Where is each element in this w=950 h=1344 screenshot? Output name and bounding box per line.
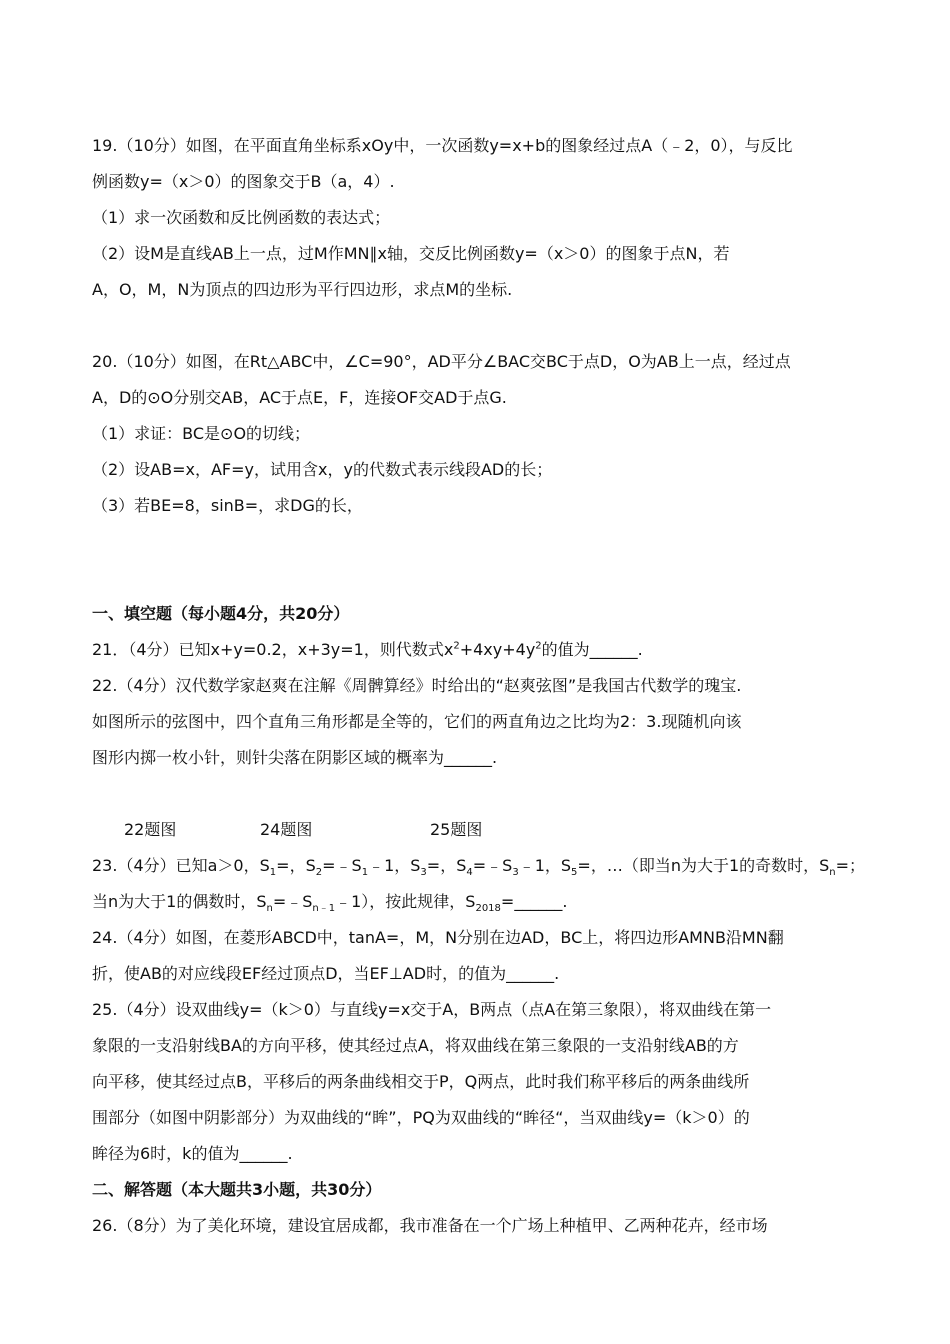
q23-text: ﹣1），按此规律，S — [335, 892, 476, 911]
q22-line-1: 22.（4分）汉代数学家赵爽在注解《周髀算经》时给出的“赵爽弦图”是我国古代数学的瑰宝. — [92, 676, 742, 695]
q23-subscript: 3 — [420, 867, 427, 879]
question-23 — [92, 848, 872, 920]
q20-line-3: （1）求证：BC是⊙O的切线； — [92, 424, 311, 443]
q24-line-1: 24.（4分）如图，在菱形ABCD中，tanA=，M，N分别在边AD，BC上，将四边形AMNB沿MN翻 — [92, 928, 784, 947]
q25-line-1: 25.（4分）设双曲线y=（k＞0）与直线y=x交于A，B两点（点A在第三象限），将双曲线在第一 — [92, 1000, 772, 1019]
q21-superscript-2: 2 — [535, 640, 542, 652]
document-page — [92, 128, 872, 1244]
q20-line-5: （3）若BE=8，sinB=，求DG的长， — [92, 496, 363, 515]
q21-text-pre: 21．（4分）已知x+y=0.2，x+3y=1，则代数式x — [92, 640, 454, 659]
q23-text: ﹣1，S — [518, 856, 572, 875]
q23-subscript: n — [829, 867, 836, 879]
section-heading-solutions: 二、解答题（本大题共3小题，共30分） — [92, 1180, 382, 1199]
q23-text: =﹣S — [472, 856, 513, 875]
question-21 — [92, 632, 872, 668]
q23-subscript: 2018 — [475, 903, 501, 915]
spacer — [92, 308, 872, 344]
figure-labels — [92, 812, 872, 848]
question-24 — [92, 920, 872, 992]
q25-line-2: 象限的一支沿射线BA的方向平移，使其经过点A，将双曲线在第三象限的一支沿射线AB的方 — [92, 1036, 739, 1055]
q23-text: =______. — [500, 892, 568, 911]
spacer — [92, 776, 872, 812]
q23-subscript: 3 — [512, 867, 519, 879]
q25-line-5: 眸径为6时，k的值为______. — [92, 1144, 293, 1163]
q22-line-3: 图形内掷一枚小针，则针尖落在阴影区域的概率为______. — [92, 748, 498, 767]
figure-label-25: 25题图 — [430, 820, 483, 839]
q23-text: =﹣S — [272, 892, 313, 911]
q23-subscript: n﹣1 — [312, 903, 336, 915]
q21-text-post: 的值为______. — [541, 640, 643, 659]
q20-line-1: 20.（10分）如图，在Rt△ABC中，∠C=90°，AD平分∠BAC交BC于点D，O为AB上一点，经过点 — [92, 352, 791, 371]
question-26 — [92, 1208, 872, 1244]
figure-label-24: 24题图 — [260, 820, 313, 839]
q23-text: =，S — [276, 856, 316, 875]
q23-text: ﹣1，S — [368, 856, 421, 875]
question-20 — [92, 344, 872, 524]
section-heading-fill-in: 一、填空题（每小题4分，共20分） — [92, 604, 350, 623]
q23-line-1 — [92, 848, 872, 884]
q23-subscript: 5 — [571, 867, 578, 879]
q19-line-4: （2）设M是直线AB上一点，过M作MN∥x轴，交反比例函数y=（x＞0）的图象于点N，若 — [92, 244, 730, 263]
q23-text: 当n为大于1的偶数时，S — [92, 892, 267, 911]
q19-line-3: （1）求一次函数和反比例函数的表达式； — [92, 208, 391, 227]
q23-subscript: 2 — [315, 867, 323, 879]
q22-line-2: 如图所示的弦图中，四个直角三角形都是全等的，它们的两直角边之比均为2：3.现随机向该 — [92, 712, 742, 731]
q24-line-2: 折，使AB的对应线段EF经过顶点D，当EF⊥AD时，的值为______. — [92, 964, 560, 983]
spacer — [92, 524, 872, 596]
q23-subscript: 4 — [466, 867, 473, 879]
q25-line-4: 围部分（如图中阴影部分）为双曲线的“眸”，PQ为双曲线的“眸径“，当双曲线y=（k＞0）的 — [92, 1108, 750, 1127]
q23-text: =，S — [426, 856, 467, 875]
question-19 — [92, 128, 872, 308]
q20-line-2: A，D的⊙O分别交AB，AC于点E，F，连接OF交AD于点G. — [92, 388, 507, 407]
q20-line-4: （2）设AB=x，AF=y，试用含x，y的代数式表示线段AD的长； — [92, 460, 553, 479]
q21-text-mid: +4xy+4y — [459, 640, 536, 659]
figure-label-22: 22题图 — [124, 820, 177, 839]
q23-text: =，…（即当n为大于1的奇数时，S — [577, 856, 830, 875]
q19-line-1: 19.（10分）如图，在平面直角坐标系xOy中，一次函数y=x+b的图象经过点A（﹣2，0），与反比 — [92, 136, 793, 155]
question-25 — [92, 992, 872, 1172]
question-22 — [92, 668, 872, 776]
q23-subscript: n — [266, 903, 273, 915]
q19-line-2: 例函数y=（x＞0）的图象交于B（a，4）. — [92, 172, 395, 191]
q25-line-3: 向平移，使其经过点B，平移后的两条曲线相交于P，Q两点，此时我们称平移后的两条曲线所 — [92, 1072, 750, 1091]
q23-subscript: 1 — [269, 867, 277, 879]
q23-line-2 — [92, 884, 872, 920]
q23-text: =； — [835, 856, 866, 875]
q23-subscript: 1 — [361, 867, 369, 879]
q23-text: =﹣S — [322, 856, 362, 875]
q23-text: 23.（4分）已知a＞0，S — [92, 856, 270, 875]
q21-superscript-1: 2 — [453, 640, 460, 652]
q26-line-1: 26.（8分）为了美化环境，建设宜居成都，我市准备在一个广场上种植甲、乙两种花卉，经市场 — [92, 1216, 768, 1235]
q19-line-5: A，O，M，N为顶点的四边形为平行四边形，求点M的坐标. — [92, 280, 513, 299]
